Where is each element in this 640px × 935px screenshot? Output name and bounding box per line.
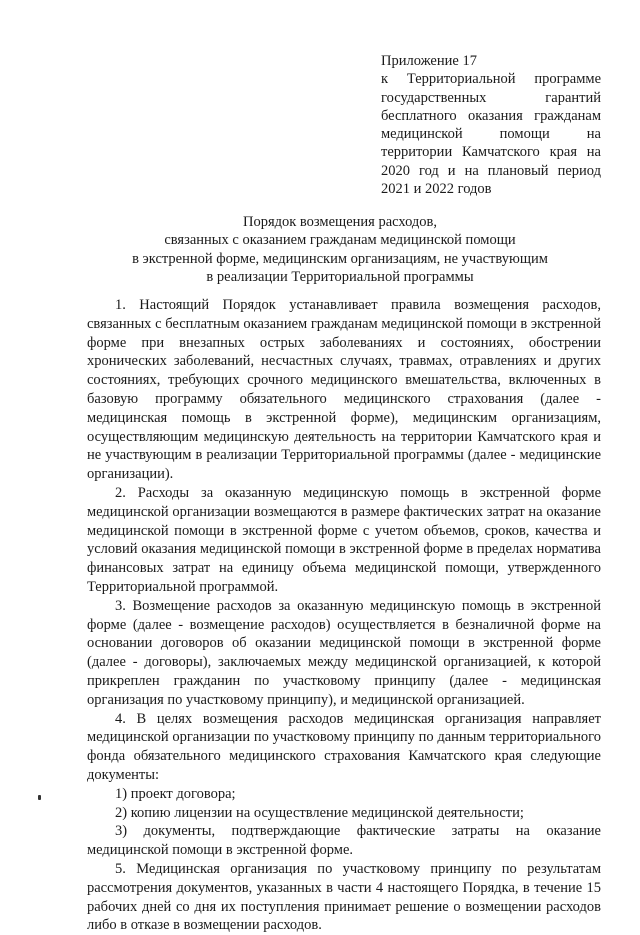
paragraph-5: 5. Медицинская организация по участковому принципу по результатам рассмотрения документов, указанных в части 4 настоящего Порядка, в течение 15 рабочих дней со дня их поступления принимает решение о возмещении расходов либо в отказе в возмещении расходов. (87, 860, 601, 934)
document-body (87, 296, 601, 935)
list-item-2: 2) копию лицензии на осуществление медицинской деятельности; (115, 804, 524, 821)
paragraph-4: 4. В целях возмещения расходов медицинская организация направляет медицинской организации по участковому принципу по данным территориального фонда обязательного медицинского страхования Камчатского края следующие документы: (87, 710, 601, 783)
paragraph-1: 1. Настоящий Порядок устанавливает правила возмещения расходов, связанных с бесплатным оказанием гражданам медицинской помощи в экстренной форме при внезапных острых заболеваниях и состояниях, обострении хронических заболеваний, несчастных случаях, травмах, отравлениях и других состояниях, требующих срочного медицинского вмешательства, включенных в базовую программу обязательного медицинского страхования (далее - медицинская помощь в экстренной форме), медицинским организациям, осуществляющим медицинскую деятельность на территории Камчатского края и не участвующим в реализации Территориальной программы (далее - медицинские организации). (87, 297, 601, 483)
appendix-reference: к Территориальной программе государственных гарантий бесплатного оказания гражданам медицинской помощи на территории Камчатского края на 2020 год и на плановый период 2021 и 2022 годов (381, 71, 601, 198)
document-title (60, 213, 620, 286)
paragraph-2: 2. Расходы за оказанную медицинскую помощь в экстренной форме медицинской организации возмещаются в размере фактических затрат на оказание медицинской помощи в экстренной форме с учетом объемов, сроков, качества и условий оказания медицинской помощи в экстренной форме в пределах норматива финансовых затрат на единицу объема медицинской помощи, утвержденного Территориальной программой. (87, 484, 601, 595)
appendix-number: Приложение 17 (381, 53, 477, 69)
list-item-1: 1) проект договора; (115, 785, 236, 802)
title-line-1: Порядок возмещения расходов, (242, 214, 438, 230)
title-line-3: в экстренной форме, медицинским организациям, не участвующим (132, 250, 548, 267)
paragraph-3: 3. Возмещение расходов за оказанную медицинскую помощь в экстренной форме (далее - возмещение расходов) осуществляется в безналичной форме на основании договоров об оказании медицинской помощи в экстренной форме (далее - договоры), заключаемых между медицинской организацией, к которой прикреплен гражданин по участковому принципу (далее - медицинская организация по участковому принципу), и медицинской организацией. (87, 597, 601, 708)
scan-speck (38, 795, 41, 800)
title-line-4: в реализации Территориальной программы (206, 268, 474, 285)
title-line-2: связанных с оказанием гражданам медицинской помощи (164, 232, 516, 249)
appendix-header (381, 52, 601, 198)
list-item-3: 3) документы, подтверждающие фактические затраты на оказание медицинской помощи в экстренной форме. (87, 823, 601, 859)
